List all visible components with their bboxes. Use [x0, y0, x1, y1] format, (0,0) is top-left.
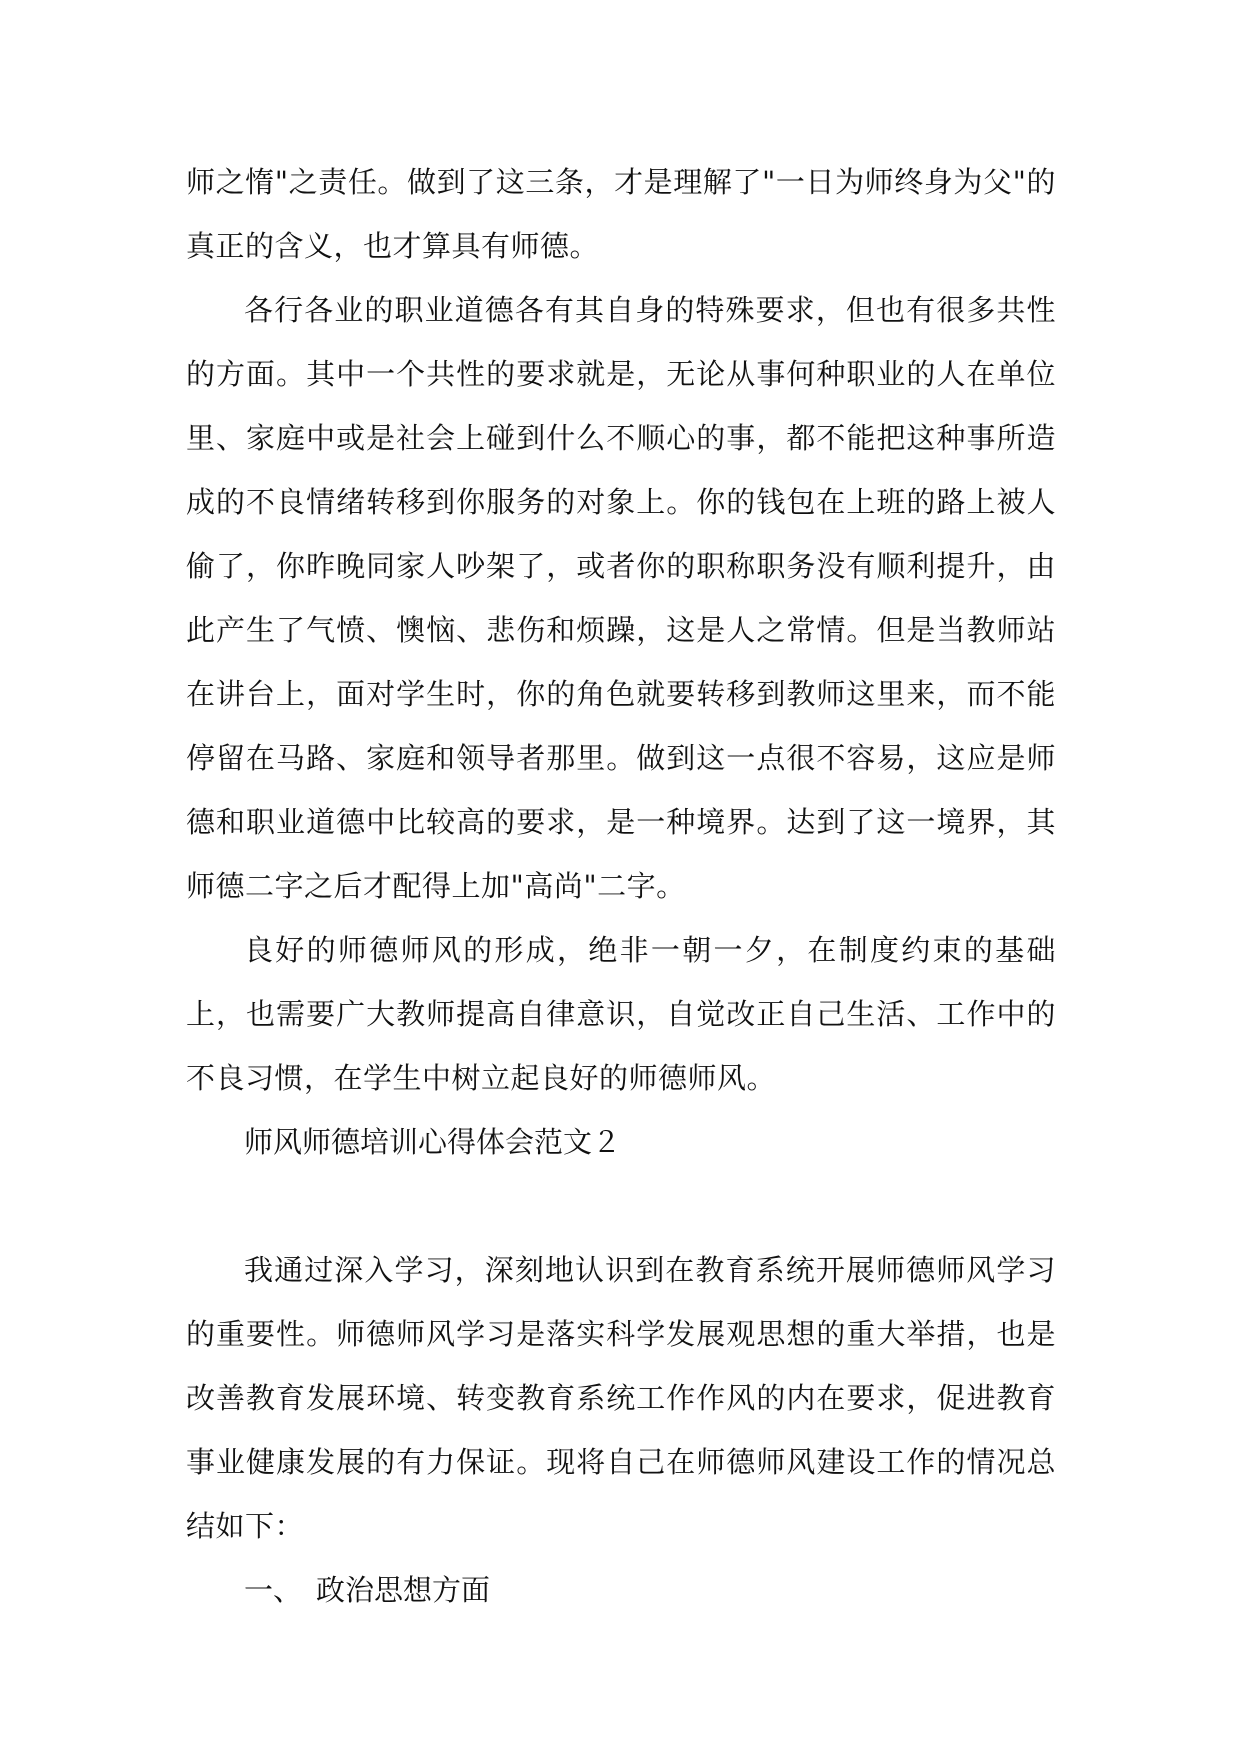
paragraph-good-ethics: 良好的师德师风的形成，绝非一朝一夕，在制度约束的基础上，也需要广大教师提高自律意识，自觉改正自己生活、工作中的不良习惯，在学生中树立起良好的师德师风。 [186, 933, 1056, 1095]
paragraph-study-intro: 我通过深入学习，深刻地认识到在教育系统开展师德师风学习的重要性。师德师风学习是落实科学发展观思想的重大举措，也是改善教育发展环境、转变教育系统工作作风的内在要求，促进教育事业健康发展的有力保证。现将自己在师德师风建设工作的情况总结如下： [186, 1253, 1056, 1543]
paragraph-continuation: 师之惰"之责任。做到了这三条，才是理解了"一日为师终身为父"的真正的含义，也才算具有师德。 [186, 165, 1056, 263]
blank-line [186, 1174, 1056, 1238]
list-item-text: 政治思想方面 [316, 1573, 491, 1607]
list-item-political-thought [186, 1558, 1056, 1622]
paragraph-professional-ethics: 各行各业的职业道德各有其自身的特殊要求，但也有很多共性的方面。其中一个共性的要求就是，无论从事何种职业的人在单位里、家庭中或是社会上碰到什么不顺心的事，都不能把这种事所造成的不良情绪转移到你服务的对象上。你的钱包在上班的路上被人偷了，你昨晚同家人吵架了，或者你的职称职务没有顺利提升，由此产生了气愤、懊恼、悲伤和烦躁，这是人之常情。但是当教师站在讲台上，面对学生时，你的角色就要转移到教师这里来，而不能停留在马路、家庭和领导者那里。做到这一点很不容易，这应是师德和职业道德中比较高的要求，是一种境界。达到了这一境界，其师德二字之后才配得上加"高尚"二字。 [186, 293, 1056, 903]
section-title: 师风师德培训心得体会范文２ [244, 1125, 622, 1159]
document-body [186, 150, 1056, 1622]
list-marker: 一、 [244, 1573, 303, 1607]
